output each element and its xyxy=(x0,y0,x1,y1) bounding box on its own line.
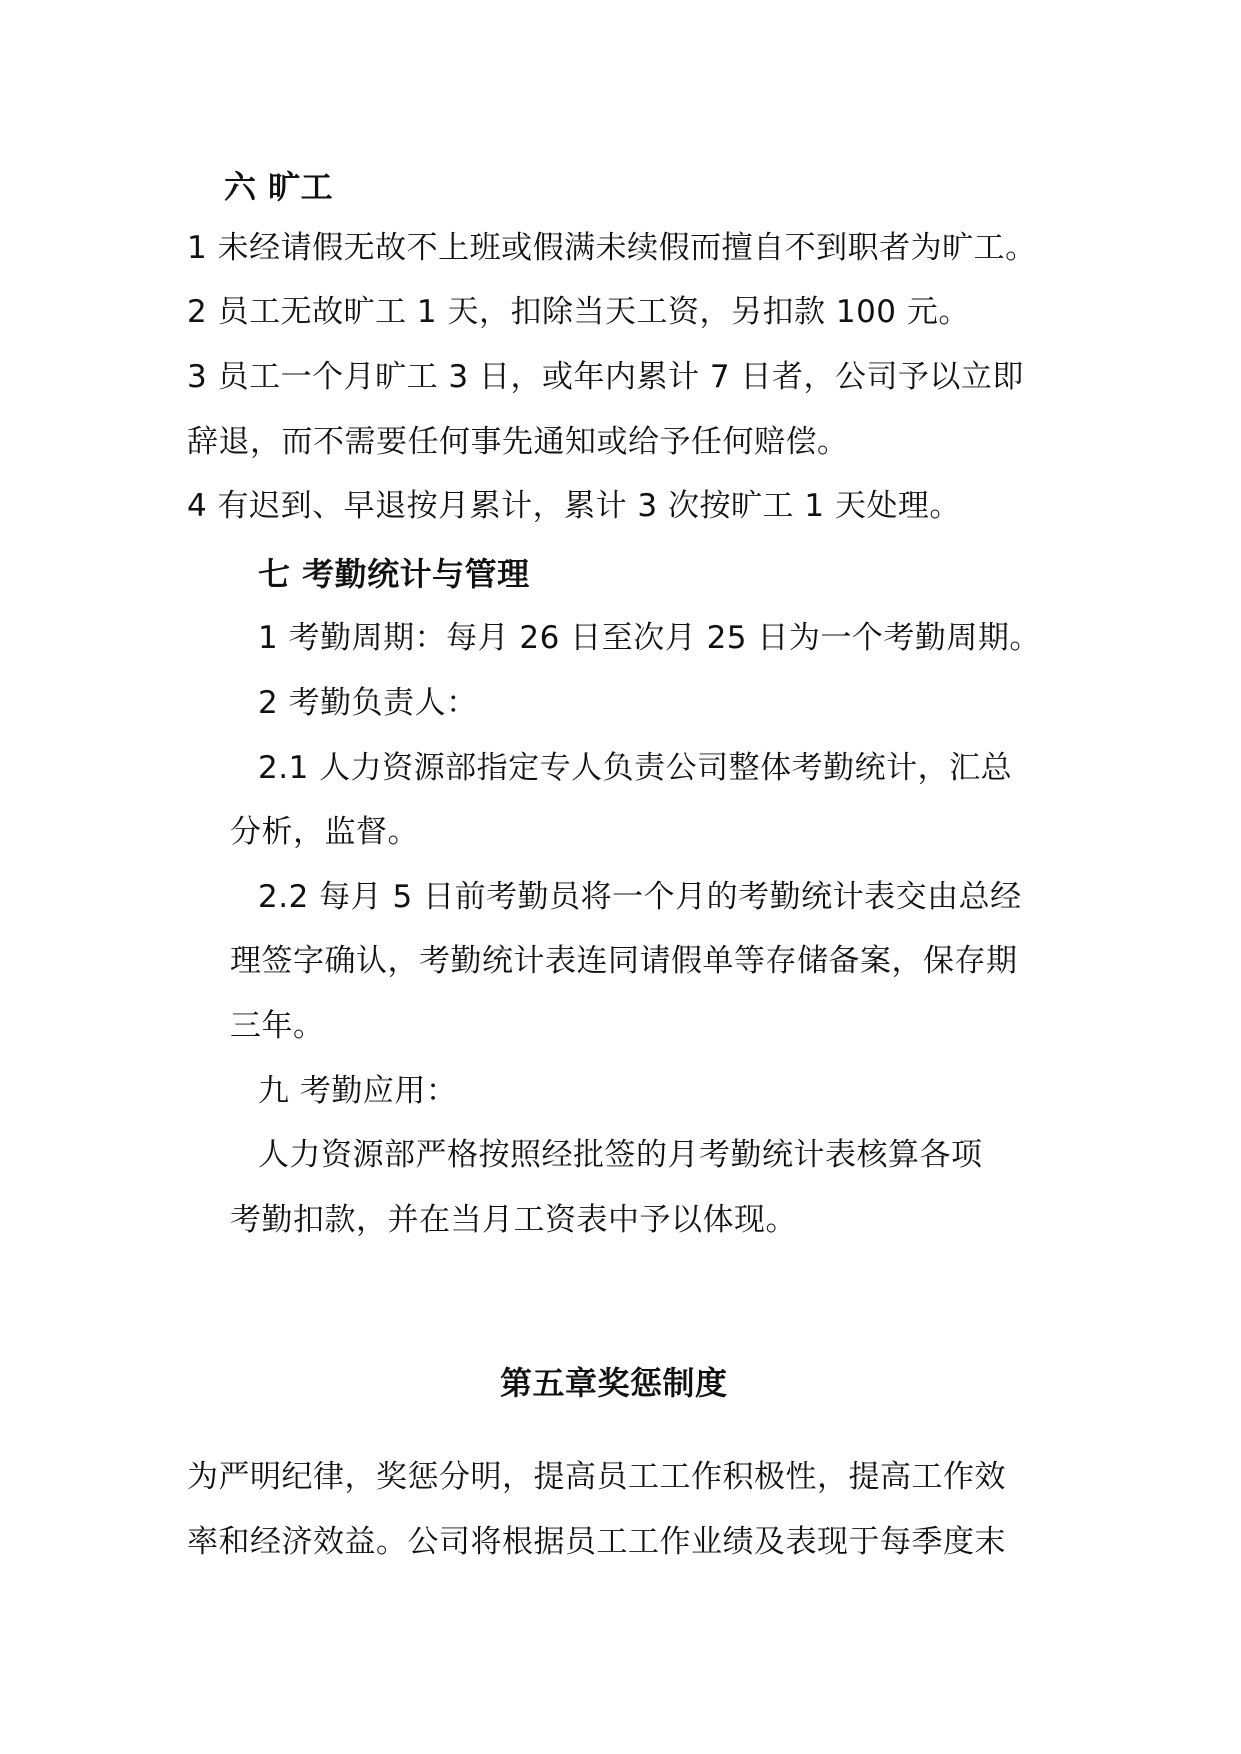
section-7-line-6: 理签字确认，考勤统计表连同请假单等存储备案，保存期 xyxy=(230,943,1018,979)
section-7-line-2: 2 考勤负责人： xyxy=(258,685,478,721)
section-6-item-3: 3 员工一个月旷工 3 日，或年内累计 7 日者，公司予以立即 xyxy=(187,359,1024,395)
section-6-item-3-cont: 辞退，而不需要任何事先通知或给予任何赔偿。 xyxy=(187,424,849,460)
section-7-line-3: 2.1 人力资源部指定专人负责公司整体考勤统计，汇总 xyxy=(258,750,1013,786)
section-7-line-5: 2.2 每月 5 日前考勤员将一个月的考勤统计表交由总经 xyxy=(258,879,1022,915)
section-9-line-1: 人力资源部严格按照经批签的月考勤统计表核算各项 xyxy=(258,1137,983,1173)
section-6-item-1: 1 未经请假无故不上班或假满未续假而擅自不到职者为旷工。 xyxy=(187,230,1037,266)
chapter-5-title: 第五章奖惩制度 xyxy=(500,1364,728,1402)
section-6-item-4: 4 有迟到、早退按月累计，累计 3 次按旷工 1 天处理。 xyxy=(187,488,961,524)
section-7-heading: 七 考勤统计与管理 xyxy=(258,555,530,593)
section-7-line-4: 分析，监督。 xyxy=(230,814,419,850)
chapter-5-line-1: 为严明纪律，奖惩分明，提高员工工作积极性，提高工作效 xyxy=(187,1459,1006,1495)
section-7-line-7: 三年。 xyxy=(230,1008,325,1044)
section-9-heading: 九 考勤应用： xyxy=(258,1073,458,1109)
chapter-5-line-2: 率和经济效益。公司将根据员工工作业绩及表现于每季度末 xyxy=(187,1524,1006,1560)
section-7-line-1: 1 考勤周期：每月 26 日至次月 25 日为一个考勤周期。 xyxy=(258,620,1041,656)
section-6-heading: 六 旷工 xyxy=(224,168,334,206)
section-9-line-2: 考勤扣款，并在当月工资表中予以体现。 xyxy=(230,1202,797,1238)
section-6-item-2: 2 员工无故旷工 1 天，扣除当天工资，另扣款 100 元。 xyxy=(187,294,970,330)
